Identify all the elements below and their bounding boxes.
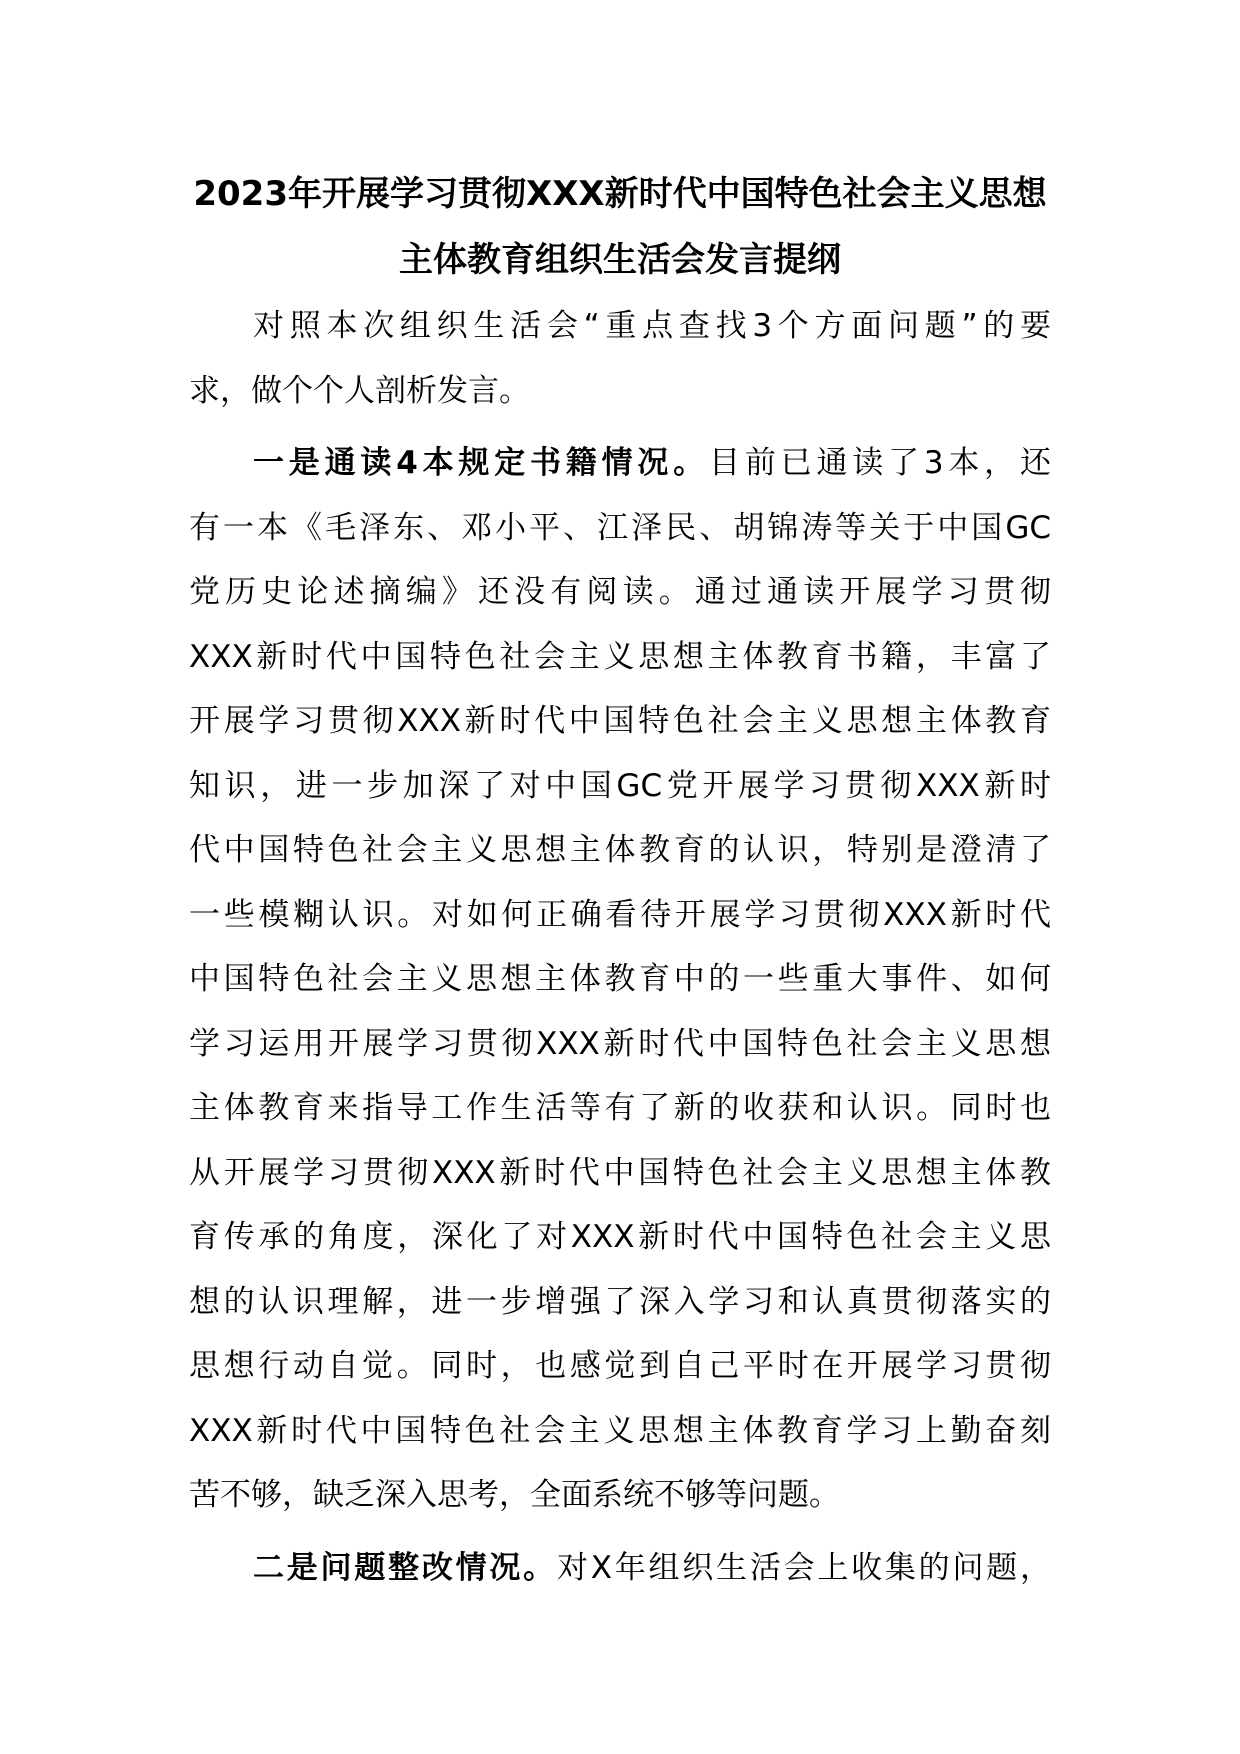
text-line: 知识，进一步加深了对中国GC党开展学习贯彻XXX新时 [189, 767, 1051, 804]
text-line: 有一本《毛泽东、邓小平、江泽民、胡锦涛等关于中国GC [189, 509, 1051, 546]
text-line: 一些模糊认识。对如何正确看待开展学习贯彻XXX新时代 [189, 896, 1051, 933]
paragraph-intro [189, 294, 1051, 423]
text-line: XXX新时代中国特色社会主义思想主体教育学习上勤奋刻 [189, 1412, 1051, 1449]
text-run: 对X年组织生活会上收集的问题， [556, 1549, 1051, 1586]
text-line [189, 431, 1051, 496]
paragraph-reading-status [189, 431, 1051, 1528]
text-line: 主体教育来指导工作生活等有了新的收获和认识。同时也 [189, 1090, 1051, 1126]
document-body [189, 294, 1051, 1600]
text-line: 党历史论述摘编》还没有阅读。通过通读开展学习贯彻 [189, 574, 1051, 610]
paragraph-heading: 一是通读4本规定书籍情况。 [253, 445, 710, 481]
text-line: 求，做个个人剖析发言。 [189, 372, 530, 409]
text-line: 育传承的角度，深化了对XXX新时代中国特色社会主义思 [189, 1219, 1051, 1255]
paragraph-heading: 二是问题整改情况。 [253, 1549, 557, 1586]
text-line: 思想行动自觉。同时，也感觉到自己平时在开展学习贯彻 [189, 1348, 1051, 1384]
text-line: 从开展学习贯彻XXX新时代中国特色社会主义思想主体教 [189, 1154, 1051, 1191]
text-run: 目前已通读了3本，还 [709, 445, 1051, 481]
document-title-line-1: 2023年开展学习贯彻XXX新时代中国特色社会主义思想 [193, 174, 1047, 214]
text-line: 代中国特色社会主义思想主体教育的认识，特别是澄清了 [189, 832, 1051, 868]
text-line: 对照本次组织生活会“重点查找3个方面问题”的要 [253, 308, 1051, 344]
paragraph-rectification-status [189, 1536, 1051, 1601]
text-line: 学习运用开展学习贯彻XXX新时代中国特色社会主义思想 [189, 1025, 1051, 1062]
text-line: 中国特色社会主义思想主体教育中的一些重大事件、如何 [189, 961, 1051, 997]
text-line: 想的认识理解，进一步增强了深入学习和认真贯彻落实的 [189, 1283, 1051, 1320]
document-title-line-2: 主体教育组织生活会发言提纲 [399, 240, 841, 280]
text-line: 开展学习贯彻XXX新时代中国特色社会主义思想主体教育 [189, 703, 1051, 739]
text-line [189, 1536, 1051, 1601]
text-line: XXX新时代中国特色社会主义思想主体教育书籍，丰富了 [189, 638, 1051, 675]
text-line: 苦不够，缺乏深入思考，全面系统不够等问题。 [189, 1477, 840, 1513]
